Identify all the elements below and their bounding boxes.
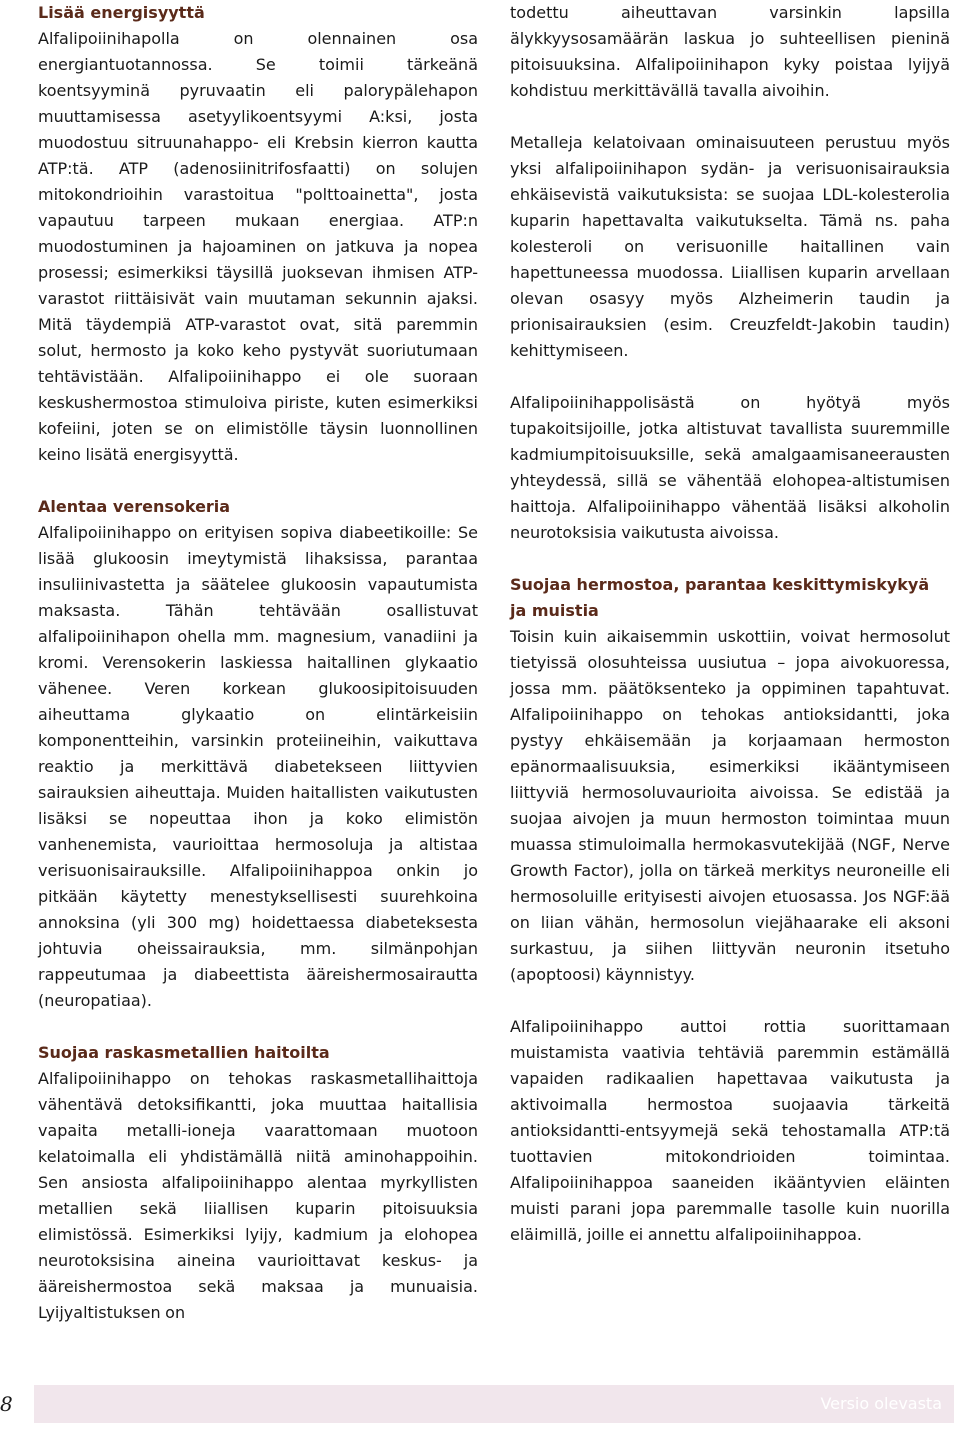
section-paragraph-energy: Alfalipoiinihapolla on olennainen osa energiantuotannossa. Se toimii tärkeänä koentsyyminä pyruvaatin eli palorypälehapon muuttamisessa asetyylikoentsyymi A:ksi, josta muodostuu sitruunahappo- eli Krebsin kierron kautta ATP:tä. ATP (adenosiinitrifosfaatti) on solujen mitokondrioihin varastoitua "polttoainetta", josta vapautuu tarpeen mukaan energiaa. ATP:n muodostuminen ja hajoaminen on jatkuva ja nopea prosessi; esimerkiksi täysillä juoksevan ihmisen ATP-varastot riittäisivät vain muutaman sekunnin ajaksi. Mitä täydempiä ATP-varastot ovat, sitä paremmin solut, hermosto ja koko keho pystyvät suoriutumaan tehtävistään. Alfalipoiinihappo ei ole suoraan keskushermostoa stimuloiva piriste, kuten esimerkiksi kofeiini, joten se on elimistölle täysin luonnollinen keino lisätä energisyyttä. — [38, 29, 478, 464]
continued-paragraph-lead: todettu aiheuttavan varsinkin lapsilla älykkyysosamäärän laskua jo suhteellisen pieninä pitoisuuksina. Alfalipoiinihapon kyky poistaa lyijyä kohdistuu merkittävällä tavalla aivoihin. — [510, 3, 950, 100]
paragraph-smokers: Alfalipoiinihappolisästä on hyötyä myös tupakoitsijoille, jotka altistuvat tavallista suuremmille kadmiumpitoisuuksille, sekä amalgaamisaneerausten yhteydessä, sillä se vähentää elohopea-altistumisen haittoja. Alfalipoiinihappo vähentää lisäksi alkoholin neurotoksisia vaikutusta aivoissa. — [510, 393, 950, 542]
section-heading-heavy-metals: Suojaa raskasmetallien haitoilta — [38, 1043, 330, 1062]
section-gap — [510, 364, 950, 390]
footer-bar — [34, 1385, 954, 1423]
section-heading-nervous-system: Suojaa hermostoa, parantaa keskittymiskykyä ja muistia — [510, 575, 930, 620]
section-gap — [510, 546, 950, 572]
paragraph-nervous-system: Toisin kuin aikaisemmin uskottiin, voivat hermosolut tietyissä olosuhteissa uusiutua – jopa aivokuoressa, jossa mm. päätöksenteko ja oppiminen tapahtuvat. Alfalipoiinihappo on tehokas antioksidantti, joka pystyy ehkäisemään ja korjaamaan hermoston epänormaalisuuksia, esimerkiksi ikääntymiseen liittyviä hermosoluvaurioita aivoissa. Se edistää ja suojaa aivojen ja muun hermoston toimintaa muun muassa stimuloimalla hermokasvutekijää (NGF, Nerve Growth Factor), jolla on tärkeä merkitys neuroneille eli hermosoluille erityisesti aivojen etuosassa. Jos NGF:ää on liian vähän, hermosolun viejähaarake eli aksoni surkastuu, ja siihen liittyvän neuronin itsetuho (apoptoosi) käynnistyy. — [510, 627, 950, 984]
section-gap — [510, 104, 950, 130]
section-paragraph-blood-sugar: Alfalipoiinihappo on erityisen sopiva diabeetikoille: Se lisää glukoosin imeytymistä lihaksissa, parantaa insuliinivastetta ja säätelee glukoosin vapautumista maksasta. Tähän tehtävään osallistuvat alfalipoiinihapon ohella mm. magnesium, vanadiini ja kromi. Verensokerin laskiessa haitallinen glykaatio vähenee. Veren korkean glukoosipitoisuuden aiheuttama glykaatio on elintärkeisiin komponentteihin, varsinkin proteiineihin, vaikuttava reaktio ja merkittävä diabetekseen liittyvien sairauksien aiheuttaja. Muiden haitallisten vaikutusten lisäksi se nopeuttaa ihon ja koko elimistön vanhenemista, vaurioittaa hermosoluja ja altistaa verisuonisairauksille. Alfalipoiinihappoa onkin jo pitkään käytetty menestyksellisesti suurehkoina annoksina (yli 300 mg) hoidettaessa diabeteksesta johtuvia oheissairauksia, mm. silmänpohjan rappeutumaa ja diabeettista ääreishermosairautta (neuropatiaa). — [38, 523, 478, 1010]
section-gap — [510, 988, 950, 1014]
section-heading-energy: Lisää energisyyttä — [38, 3, 205, 22]
left-column — [38, 0, 478, 1326]
right-column — [510, 0, 950, 1248]
section-gap — [38, 468, 478, 494]
paragraph-cholesterol: Metalleja kelatoivaan ominaisuuteen perustuu myös yksi alfalipoiinihapon sydän- ja verisuonisairauksia ehkäisevistä vaikutuksista: se suojaa LDL-kolesterolia kuparin hapettavalta vaikutukselta. Tämä ns. paha kolesteroli on verisuonille haitallinen vain hapettuneessa muodossa. Liiallisen kuparin arvellaan olevan osasyy myös Alzheimerin taudin ja prionisairauksien (esim. Creuzfeldt-Jakobin taudin) kehittymiseen. — [510, 133, 950, 360]
footer-label: Versio olevasta — [820, 1394, 942, 1413]
section-paragraph-heavy-metals: Alfalipoiinihappo on tehokas raskasmetallihaittoja vähentävä detoksifikantti, joka muuttaa haitallisia vapaita metalli-ioneja vaarattomaan muotoon kelatoimalla eli yhdistämällä niitä aminohappoihin. Sen ansiosta alfalipoiinihappo alentaa myrkyllisten metallien sekä liiallisen kuparin pitoisuuksia elimistössä. Esimerkiksi lyijy, kadmium ja elohopea neurotoksisina aineina vaurioittavat keskus- ja ääreishermostoa sekä maksaa ja munuaisia. Lyijyaltistuksen on — [38, 1069, 478, 1322]
section-gap — [38, 1014, 478, 1040]
section-heading-blood-sugar: Alentaa verensokeria — [38, 497, 231, 516]
page-number: 8 — [0, 1392, 13, 1416]
paragraph-rats-memory: Alfalipoiinihappo auttoi rottia suorittamaan muistamista vaativia tehtäviä paremmin estämällä vapaiden radikaalien hapettavaa vaikutusta ja aktivoimalla hermostoa suojaavia tärkeitä antioksidantti-entsyymejä sekä tehostamalla ATP:tä tuottavien mitokondrioiden toimintaa. Alfalipoiinihappoa saaneiden ikääntyvien eläinten muisti parani jopa paremmalle tasolle kuin nuorilla eläimillä, joille ei annettu alfalipoiinihappoa. — [510, 1017, 950, 1244]
